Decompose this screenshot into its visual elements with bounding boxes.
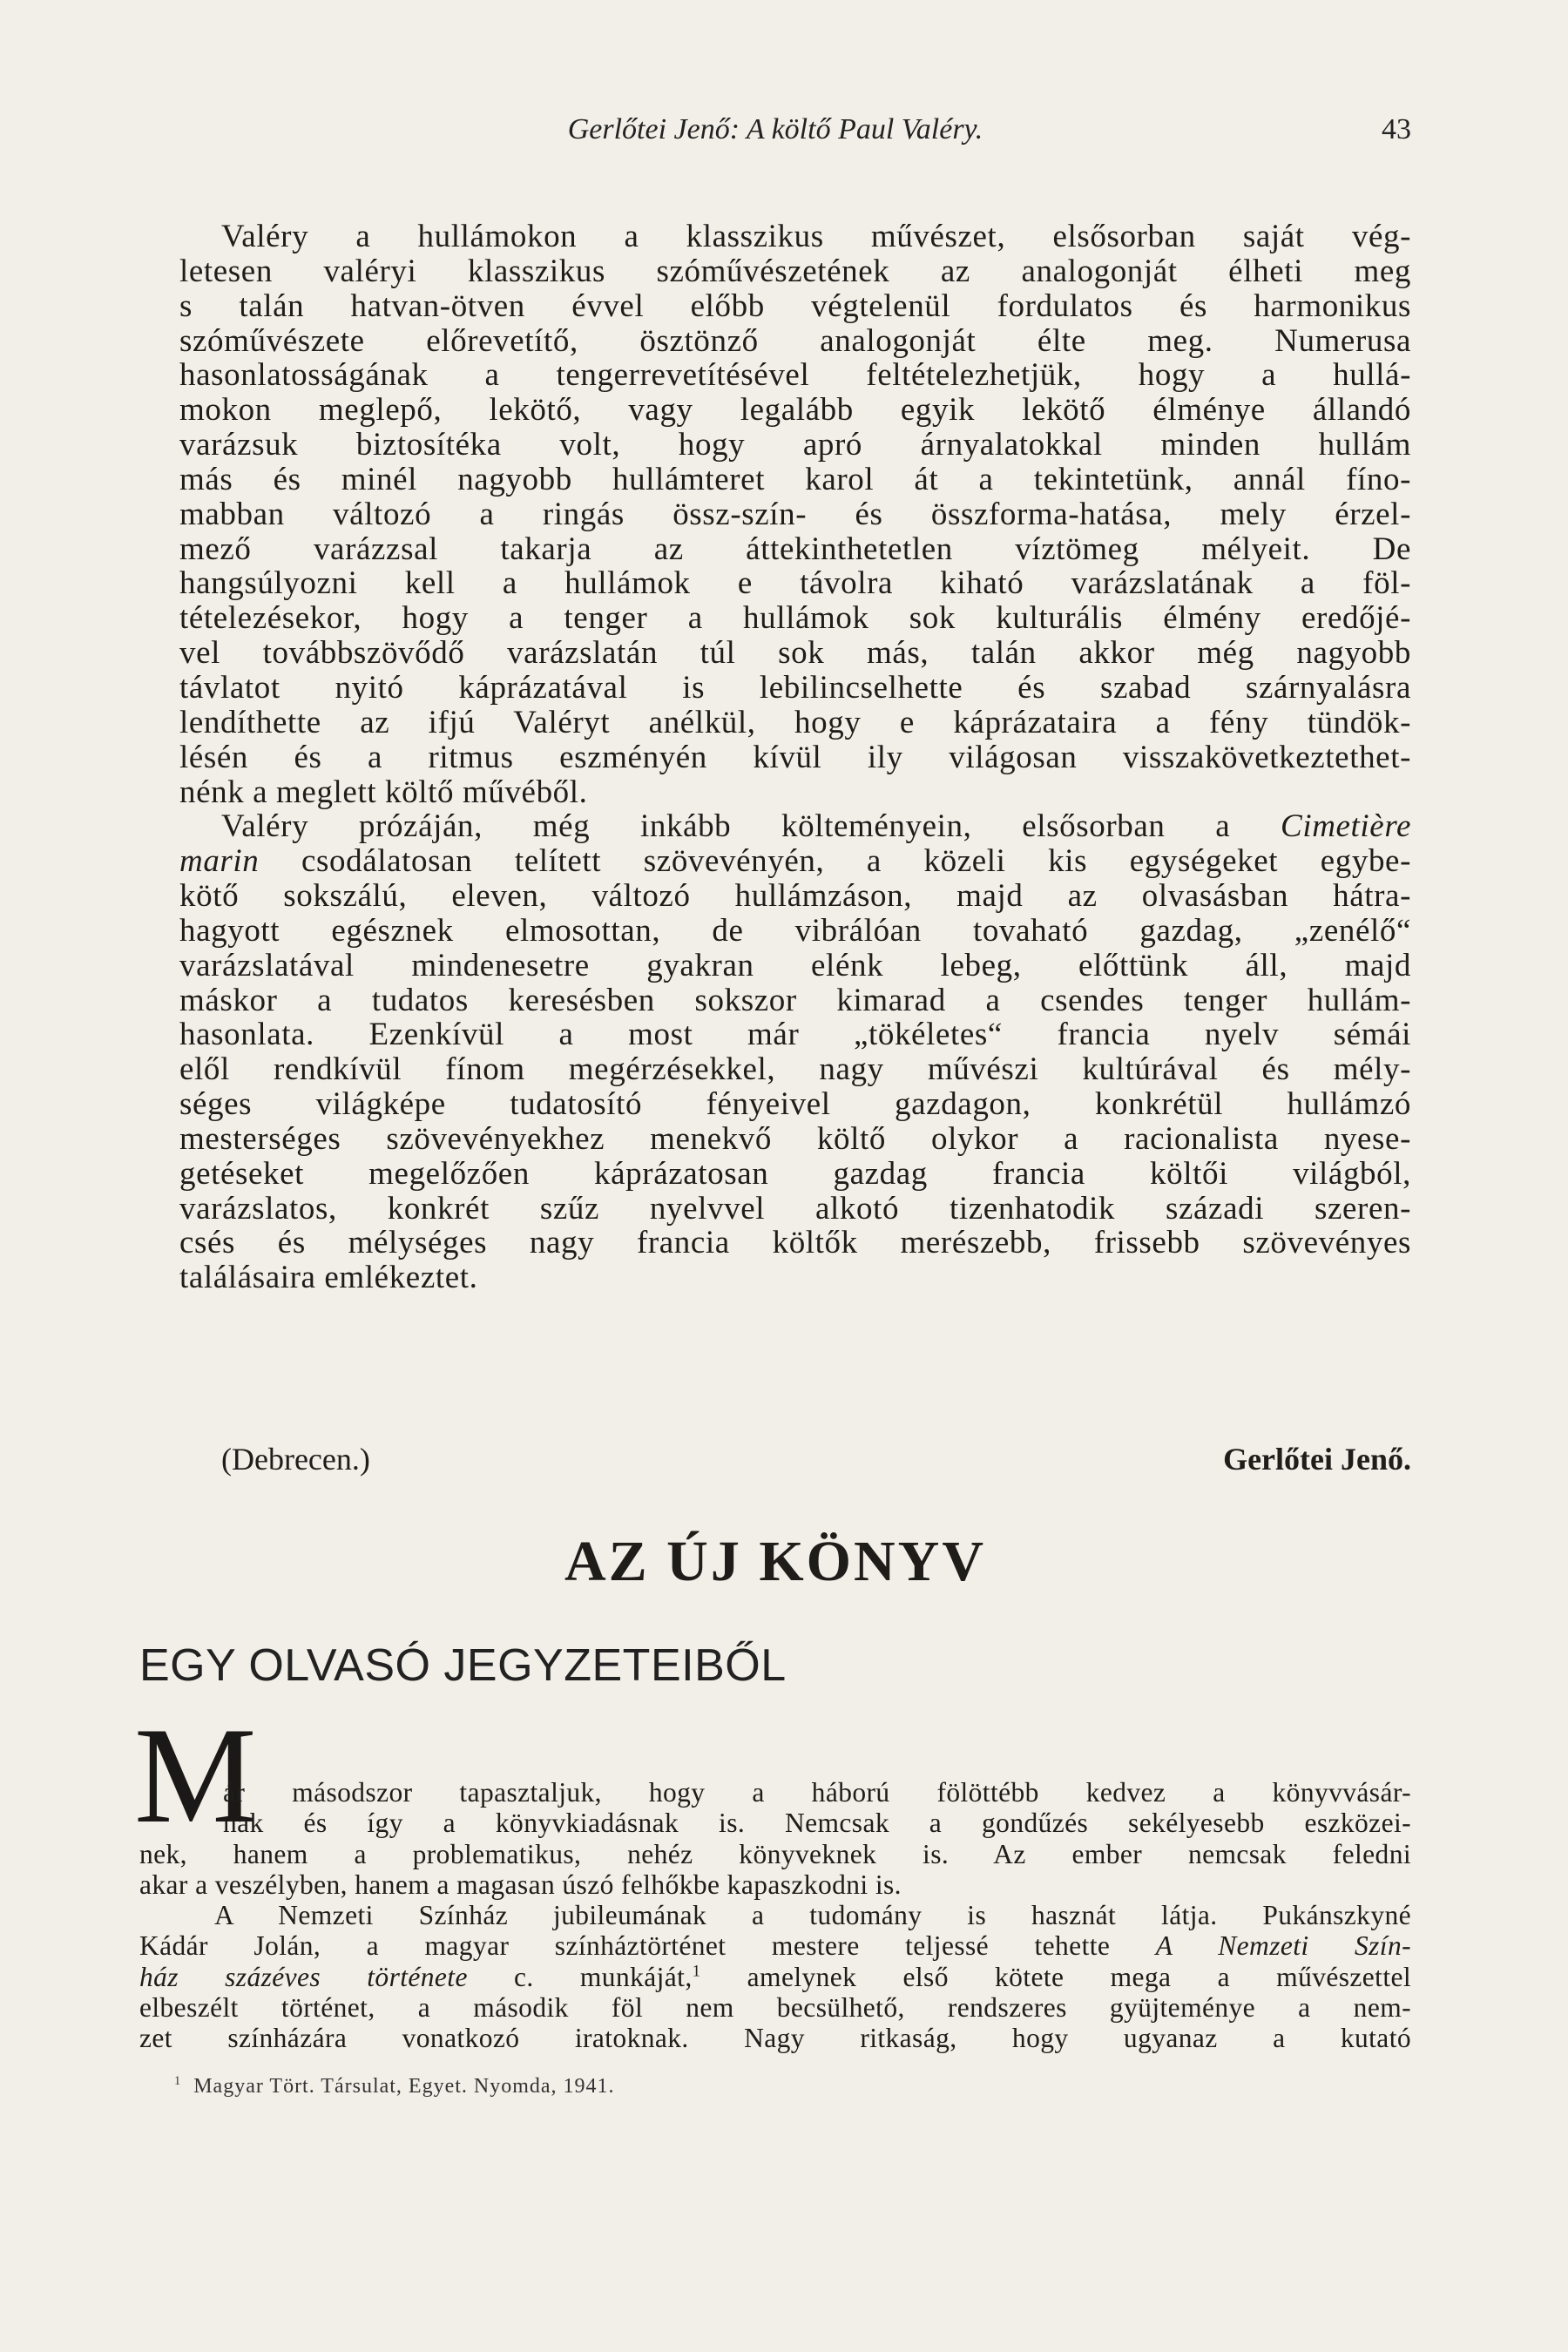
italic-title: ház százéves története (139, 1961, 468, 1992)
italic-title: A Nemzeti Szín- (1155, 1930, 1411, 1962)
footnote-marker: 1 (174, 2074, 182, 2088)
text-line: nak és így a könyvkiadásnak is. Nemcsak a gondűzés sekélyesebb eszközei- (223, 1808, 1411, 1839)
article-body (179, 220, 1411, 1295)
text-line: hasonlatosságának a tengerrevetítésével feltételezhetjük, hogy a hullá- (179, 357, 1411, 394)
text-line (139, 1962, 1411, 1992)
text-line: mesterséges szövevényekhez menekvő költő olykor a racionalista nyese- (179, 1120, 1411, 1157)
text-line: zet színházára vonatkozó iratoknak. Nagy ritkaság, hogy ugyanaz a kutató (139, 2023, 1411, 2054)
text-line: hagyott egésznek elmosottan, de vibrálóan tovaható gazdag, „zenélő“ (179, 912, 1411, 949)
text-line: mabban változó a ringás össz-szín- és összforma-hatása, mely érzel- (179, 496, 1411, 532)
text-line: s talán hatvan-ötven évvel előbb végtelenül fordulatos és harmonikus (179, 287, 1411, 324)
running-header (139, 113, 1411, 157)
text-line (179, 809, 1411, 844)
text-line: más és minél nagyobb hullámteret karol át a tekintetünk, annál fíno- (179, 461, 1411, 497)
text-line (139, 1930, 1411, 1961)
text-line: mokon meglepő, lekötő, vagy legalább egyik lekötő élménye állandó (179, 392, 1411, 429)
text-line: lendíthette az ifjú Valéryt anélkül, hogy e káprázataira a fény tündök- (179, 704, 1411, 740)
text-span: Kádár Jolán, a magyar színháztörténet mestere teljessé tehette (139, 1930, 1111, 1962)
review-body (139, 1777, 1411, 2054)
page-number: 43 (1382, 113, 1411, 145)
text-span: c. munkáját, (514, 1961, 693, 1992)
text-line: séges világképe tudatosító fényeivel gazdagon, konkrétül hullámzó (179, 1086, 1411, 1123)
text-line: szóművészete előrevetítő, ösztönző analogonját élte meg. Numerusa (179, 322, 1411, 359)
section-title: AZ ÚJ KÖNYV (564, 1530, 986, 1593)
text-line: máskor a tudatos keresésben sokszor kimarad a csendes tenger hullám- (179, 982, 1411, 1018)
text-line: A Nemzeti Színház jubileumának a tudomány is hasznát látja. Pukánszkyné (214, 1900, 1411, 1931)
italic-title: marin (179, 843, 260, 880)
text-line: ár másodszor tapasztaljuk, hogy a háború fölöttébb kedvez a könyvvásár- (223, 1777, 1411, 1808)
text-span: Valéry prózáján, még inkább költeményein, elsősorban a (221, 808, 1231, 845)
text-line (179, 844, 1411, 879)
text-line: elől rendkívül fínom megérzésekkel, nagy művészi kultúrával és mély- (179, 1051, 1411, 1088)
text-line: nénk a meglett költő művéből. (179, 774, 588, 810)
signature-author: Gerlőtei Jenő. (1223, 1442, 1411, 1477)
text-span: amelynek első kötete mega a művészettel (747, 1961, 1412, 1992)
signature-place: (Debrecen.) (221, 1442, 370, 1477)
text-line: tételezésekor, hogy a tenger a hullámok sok kulturális élmény eredőjé- (179, 600, 1411, 637)
footnote (174, 2075, 615, 2099)
footnote-text: Magyar Tört. Társulat, Egyet. Nyomda, 1941. (193, 2075, 615, 2098)
running-title: Gerlőtei Jenő: A költő Paul Valéry. (567, 113, 983, 145)
text-line: getéseket megelőzően káprázatosan gazdag francia költői világból, (179, 1155, 1411, 1192)
text-line: vel továbbszövődő varázslatán túl sok más, talán akkor még nagyobb (179, 635, 1411, 672)
text-line: hasonlata. Ezenkívül a most már „tökéletes“ francia nyelv sémái (179, 1017, 1411, 1053)
signature (221, 1441, 1411, 1479)
text-line: varázsuk biztosítéka volt, hogy apró árnyalatokkal minden hullám (179, 427, 1411, 463)
text-line: lésén és a ritmus eszményén kívül ily világosan visszakövetkeztethet- (179, 739, 1411, 775)
text-line: elbeszélt történet, a második föl nem becsülhető, rendszeres gyüjteménye a nem- (139, 1992, 1411, 2024)
text-line: mező varázzsal takarja az áttekinthetetlen víztömeg mélyeit. De (179, 531, 1411, 567)
italic-title: Cimetière (1281, 808, 1411, 845)
text-line: varázslatos, konkrét szűz nyelvvel alkotó tizenhatodik századi szeren- (179, 1190, 1411, 1227)
text-line: hangsúlyozni kell a hullámok e távolra kiható varázslatának a föl- (179, 565, 1411, 602)
footnote-ref: 1 (692, 1962, 701, 1981)
text-span: csodálatosan telített szövevényén, a közeli kis egységeket egybe- (301, 843, 1411, 880)
subheading: EGY OLVASÓ JEGYZETEIBŐL (139, 1640, 787, 1691)
text-line: kötő sokszálú, eleven, változó hullámzáson, majd az olvasásban hátra- (179, 878, 1411, 915)
text-line: csés és mélységes nagy francia költők merészebb, frissebb szövevényes (179, 1225, 1411, 1261)
text-line: találásaira emlékeztet. (179, 1260, 478, 1296)
text-line: távlatot nyitó káprázatával is lebilincselhette és szabad szárnyalásra (179, 669, 1411, 706)
text-line: letesen valéryi klasszikus szóművészetének az analogonját élheti meg (179, 253, 1411, 289)
text-line: akar a veszélyben, hanem a magasan úszó felhőkbe kapaszkodni is. (139, 1869, 902, 1900)
text-line: nek, hanem a problematikus, nehéz könyveknek is. Az ember nemcsak feledni (139, 1838, 1411, 1869)
text-line: varázslatával mindenesetre gyakran elénk lebeg, előttünk áll, majd (179, 947, 1411, 983)
text-line: Valéry a hullámokon a klasszikus művészet, elsősorban saját vég- (221, 219, 1411, 254)
drop-cap: M (134, 1700, 257, 1852)
